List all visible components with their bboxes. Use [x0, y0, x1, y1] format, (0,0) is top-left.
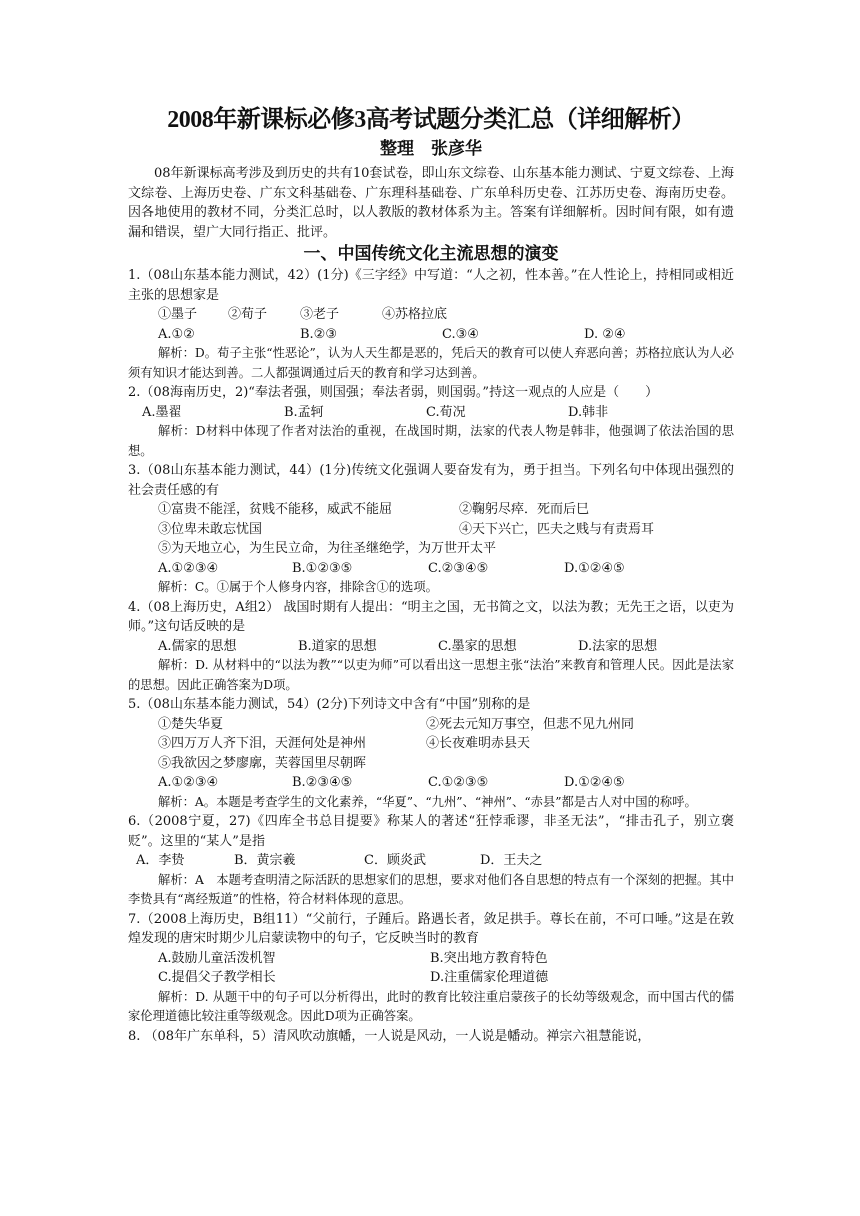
question-3-option-c: C.②③④⑤	[428, 560, 489, 576]
question-5-item: ②死去元知万事空，但悲不见九州同	[426, 716, 635, 732]
document-body	[128, 104, 734, 1046]
question-1-item: ④苏格拉底	[382, 307, 448, 322]
question-3-option-b: B.①②③⑤	[292, 560, 353, 576]
question-1-option-a: A.①②	[158, 326, 195, 342]
question-4-stem: 4.（08上海历史，A组2） 战国时期有人提出：“明主之国，无书简之文，以法为教；无先王之语，以吏为师。”这句话反映的是	[128, 599, 734, 634]
question-5-option-c: C.①②③⑤	[428, 775, 489, 790]
question-6-option-a: A．李贽	[136, 853, 185, 868]
question-5-items	[128, 715, 734, 793]
question-5-item: ①楚失华夏	[158, 716, 224, 732]
question-4-option-b: B.道家的思想	[298, 638, 377, 654]
author-line: 整理 张彦华	[380, 139, 482, 159]
question-3-items	[128, 500, 734, 578]
question-1-item: ②荀子	[228, 307, 268, 322]
question-7-analysis: 解析：D. 从题干中的句子可以分析得出，此时的教育比较注重启蒙孩子的长幼等级观念，而中国古代的儒家伦理道德比较注重等级观念。因此D项为正确答案。	[128, 989, 734, 1023]
question-4-options	[128, 637, 734, 657]
question-2-option-c: C.荀况	[426, 404, 466, 420]
question-1-option-b: B.②③	[300, 326, 337, 342]
question-3-item: ②鞠躬尽瘁．死而后巳	[458, 502, 589, 517]
question-2-analysis: 解析：D材料中体现了作者对法治的重视，在战国时期，法家的代表人物是韩非，他强调了依法治国的思想。	[128, 424, 734, 458]
question-3-option-d: D.①②④⑤	[564, 560, 625, 576]
question-5-stem: 5.（08山东基本能力测试，54）(2分)下列诗文中含有“中国”别称的是	[128, 697, 531, 712]
question-7-options	[128, 949, 734, 988]
question-7-option-b: B.突出地方教育特色	[430, 950, 548, 966]
question-5-option-d: D.①②④⑤	[564, 775, 625, 790]
question-1-analysis: 解析：D。荀子主张“性恶论”，认为人天生都是恶的，凭后天的教育可以使人弃恶向善；苏格拉底认为人必须有知识才能达到善。二人都强调通过后天的教育和学习达到善。	[128, 346, 734, 380]
question-5-item: ③四万万人齐下泪，天涯何处是神州	[158, 736, 367, 751]
question-4-option-d: D.法家的思想	[578, 638, 658, 654]
question-3-stem: 3.（08山东基本能力测试，44）(1分)传统文化强调人要奋发有为，勇于担当。下列名句中体现出强烈的社会责任感的有	[128, 463, 734, 498]
question-5-item: ④长夜难明赤县天	[426, 736, 531, 751]
question-3-item: ④天下兴亡，匹夫之贱与有责焉耳	[458, 521, 654, 537]
question-1-option-d: D. ②④	[584, 326, 626, 342]
question-1-item: ①墨子	[158, 307, 198, 322]
section-heading: 一、中国传统文化主流思想的演变	[303, 244, 559, 264]
question-2-options	[128, 403, 734, 423]
document-title: 2008年新课标必修3高考试题分类汇总（详细解析）	[167, 107, 695, 133]
question-8-stem: 8. （08年广东单科，5）清风吹动旗幡，一人说是风动，一人说是幡动。禅宗六祖慧能说，	[128, 1028, 651, 1044]
question-7-option-d: D.注重儒家伦理道德	[430, 970, 549, 985]
question-3-analysis: 解析：C。①属于个人修身内容，排除含①的选项。	[158, 580, 438, 594]
question-5-analysis: 解析：A。本题是考查学生的文化素养，“华夏”、“九州”、“神州”、“赤县”都是古人对中国的称呼。	[158, 794, 697, 809]
question-6-option-d: D．王夫之	[480, 853, 543, 868]
question-3-item: ①富贵不能淫，贫贱不能移，威武不能屈	[158, 502, 393, 517]
question-7-stem: 7.（2008上海历史，B组11）“父前行，子踵后。路遇长者，敛足拱手。尊长在前，不可口唾。”这是在敦煌发现的唐宋时期少儿启蒙读物中的句子，它反映当时的教育	[128, 911, 734, 946]
question-1-stem: 1.（08山东基本能力测试，42）(1分)《三字经》中写道：“人之初，性本善。”在人性论上，持相同或相近主张的思想家是	[128, 268, 734, 303]
question-5-item: ⑤我欲因之梦廖廓，芙蓉国里尽朝晖	[158, 755, 367, 771]
question-4-option-a: A.儒家的思想	[158, 638, 237, 654]
question-2-stem: 2.（08海南历史，2)“奉法者强，则国强；奉法者弱，则国弱。”持这一观点的人应是（ ）	[128, 385, 659, 400]
question-7-option-c: C.提倡父子教学相长	[158, 970, 276, 985]
question-6-analysis: 解析：A 本题考查明清之际活跃的思想家们的思想，要求对他们各自思想的特点有一个深刻的把握。其中李贽具有“离经叛道”的性格，符合材料体现的意思。	[128, 872, 734, 906]
question-3-item: ③位卑未敢忘忧国	[158, 521, 263, 537]
question-1-item: ③老子	[300, 307, 340, 322]
question-2-option-d: D.韩非	[568, 404, 609, 420]
question-5-option-a: A.①②③④	[158, 775, 219, 790]
question-3-option-a: A.①②③④	[158, 560, 219, 576]
question-2-option-a: A.墨翟	[142, 404, 182, 420]
question-6-stem: 6.（2008宁夏，27)《四库全书总目提要》称某人的著述“狂悖乖谬，非圣无法”，“排击孔子，别立褒贬”。这里的“某人”是指	[128, 814, 734, 849]
question-4-option-c: C.墨家的思想	[438, 638, 517, 654]
intro-paragraph: 08年新课标高考涉及到历史的共有10套试卷，即山东文综卷、山东基本能力测试、宁夏文综卷、上海文综卷、上海历史卷、广东文科基础卷、广东理科基础卷、广东单科历史卷、江苏历史卷、海南历史卷。因各地使用的教材不同，分类汇总时，以人教版的教材体系为主。答案有详细解析。因时间有限，如有遗漏和错误，望广大同行指正、批评。	[128, 166, 734, 240]
question-6-option-c: C．顾炎武	[364, 853, 426, 868]
question-6-option-b: B．黄宗羲	[234, 853, 296, 868]
question-5-option-b: B.②③④⑤	[292, 775, 353, 790]
question-7-option-a: A.鼓励儿童活泼机智	[158, 950, 276, 966]
question-4-analysis: 解析：D. 从材料中的“以法为教”“以吏为师”可以看出这一思想主张“法治”来教育和管理人民。因此是法家的思想。因此正确答案为D项。	[128, 658, 734, 692]
question-3-item: ⑤为天地立心，为生民立命，为往圣继绝学，为万世开太平	[158, 541, 497, 556]
question-2-option-b: B.孟轲	[284, 404, 324, 420]
question-6-options	[128, 851, 734, 871]
question-1-items	[128, 305, 734, 344]
question-1-option-c: C.③④	[442, 326, 479, 342]
